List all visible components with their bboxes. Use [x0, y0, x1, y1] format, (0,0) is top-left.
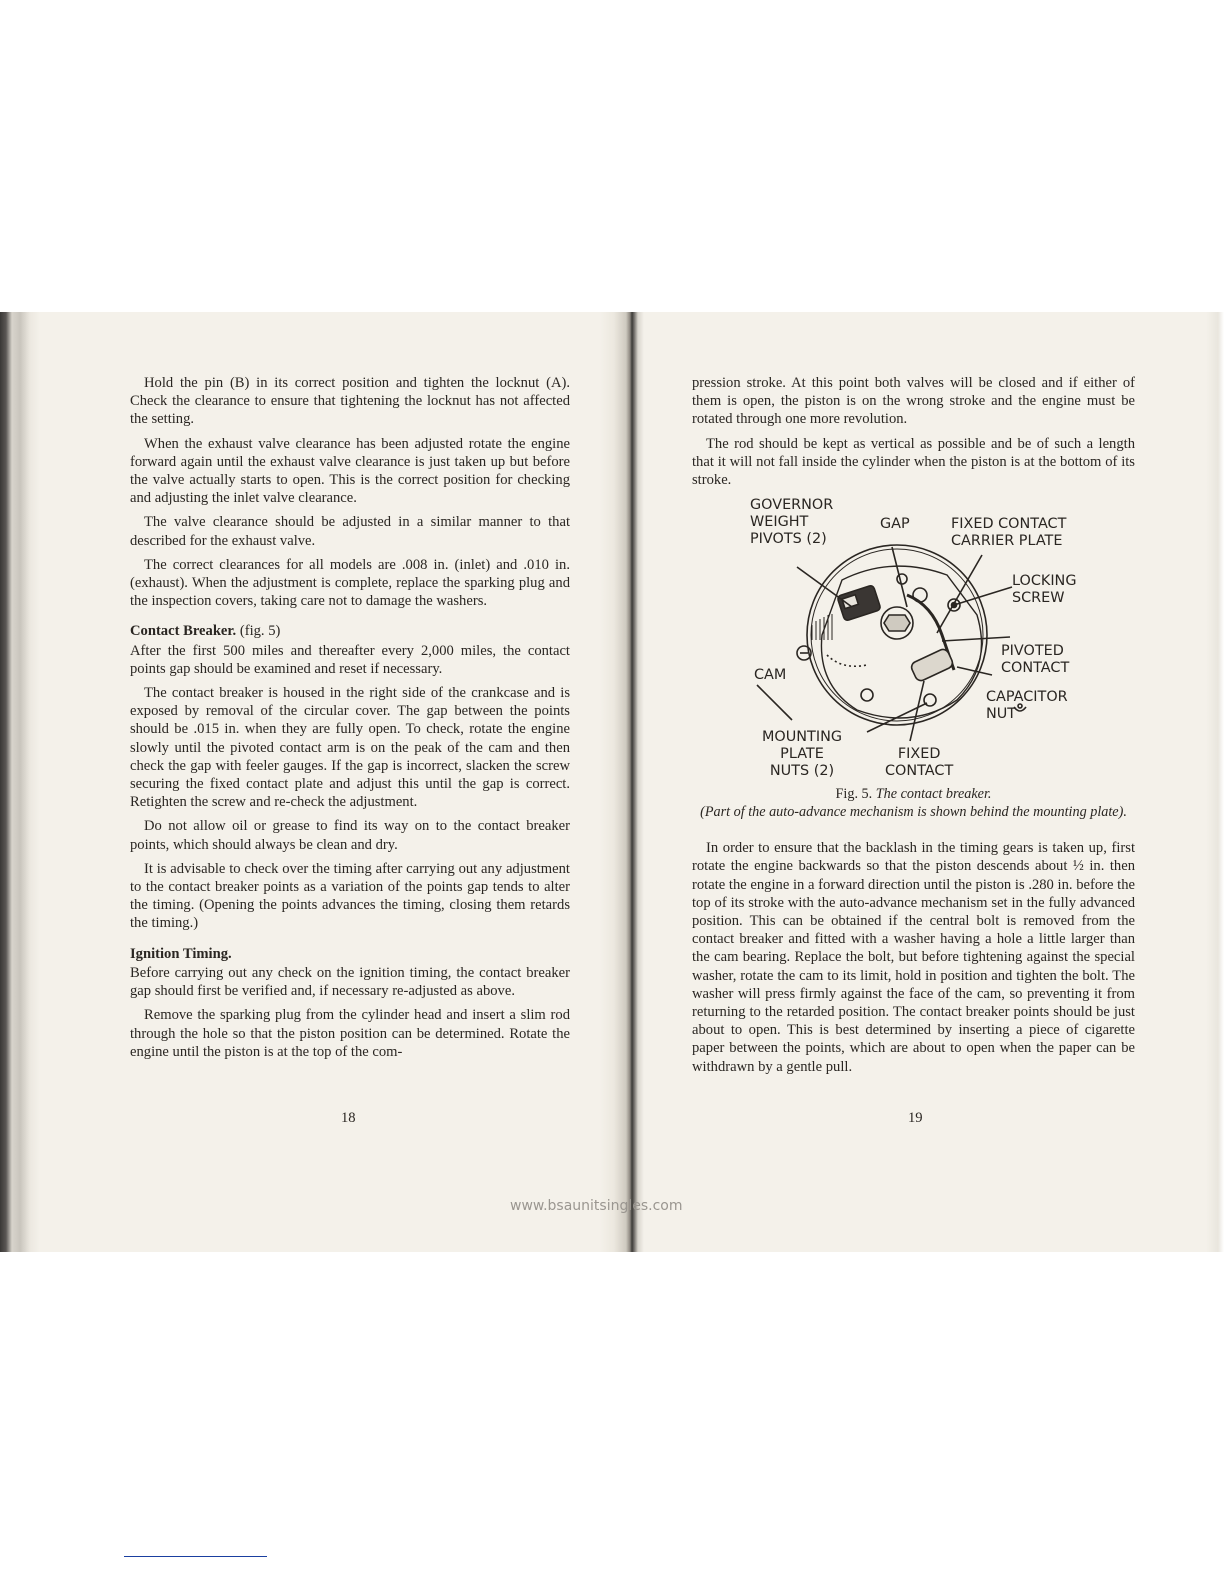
caption-title: The contact breaker. [875, 786, 992, 803]
paragraph: The valve clearance should be adjusted in a similar manner to that described for the exhaust valve. [130, 514, 570, 549]
page-number-right: 19 [908, 1110, 923, 1126]
book-spread [0, 312, 1224, 1252]
figure-caption [692, 785, 1135, 821]
paragraph: After the first 500 miles and thereafter every 2,000 miles, the contact points gap should be examined and reset if necessary. [130, 642, 570, 677]
label-mounting-plate-nuts: MOUNTING PLATE NUTS (2) [762, 729, 842, 780]
paragraph: Do not allow oil or grease to find its way on to the contact breaker points, which should always be clean and dry. [130, 818, 570, 853]
label-cam: CAM [754, 667, 787, 684]
left-binding-edge [0, 312, 40, 1252]
label-governor-weight-pivots: GOVERNOR WEIGHT PIVOTS (2) [750, 497, 834, 548]
label-locking-screw: LOCKING SCREW [1012, 573, 1077, 607]
section-heading-ignition-timing: Ignition Timing. [130, 945, 232, 962]
label-pivoted-contact: PIVOTED CONTACT [1001, 643, 1070, 677]
heading-text: Contact Breaker. [130, 623, 237, 640]
paragraph: It is advisable to check over the timing after carrying out any adjustment to the contact breaker points as a variation of the points gap tends to alter the timing. (Opening the points advances the timing, closing them retards the timing.) [130, 860, 570, 932]
section-heading-contact-breaker [130, 622, 570, 640]
watermark-url: www.bsaunitsingles.com [510, 1198, 683, 1214]
contact-breaker-figure [692, 495, 1135, 785]
paragraph: When the exhaust valve clearance has been adjusted rotate the engine forward again until the exhaust valve clearance is just taken up but before the valve actually starts to open. This is the correct position for checking and adjusting the inlet valve clearance. [130, 435, 570, 507]
bottom-rule [124, 1556, 267, 1557]
paragraph: In order to ensure that the backlash in the timing gears is taken up, first rotate the engine backwards so that the piston descends about ½ in. then rotate the engine in a forward direction until the piston is .280 in. before the top of its stroke with the auto-advance mechanism set in the fully advanced position. This can be obtained if the central bolt is removed from the contact breaker and fitted with a washer having a hole a little larger than the cam bearing. Replace the bolt, but before tightening against the special washer, rotate the cam to its limit, hold in position and tighten the bolt. The washer will press firmly against the face of the cam, so preventing it from returning to the retarded position. The contact breaker points should be just about to open. This is best determined by inserting a piece of cigarette paper between the points, which are about to open when the paper can be withdrawn by a gentle pull. [692, 840, 1135, 1075]
paragraph: The contact breaker is housed in the right side of the crankcase and is exposed by removal of the circular cover. The gap between the points should be .015 in. when they are fully open. To check, rotate the engine slowly until the pivoted contact arm is on the peak of the cam and then check the gap with feeler gauges. If the gap is incorrect, slacken the screw securing the fixed contact plate and adjust this until the gap is correct. Retighten the screw and re-check the adjustment. [130, 685, 570, 811]
paragraph: pression stroke. At this point both valves will be closed and if either of them is open, the piston is on the wrong stroke and the engine must be rotated through one more revolution. [692, 375, 1135, 428]
paragraph: Remove the sparking plug from the cylinder head and insert a slim rod through the hole so that the piston position can be determined. Rotate the engine until the piston is at the top of the com- [130, 1007, 570, 1060]
center-gutter [600, 312, 644, 1252]
right-page-edge [1206, 312, 1224, 1252]
right-page [692, 374, 1135, 1082]
label-fixed-contact: FIXED CONTACT [885, 746, 954, 780]
paragraph: Before carrying out any check on the ignition timing, the contact breaker gap should first be verified and, if necessary re-adjusted as above. [130, 964, 570, 1000]
paragraph: The rod should be kept as vertical as possible and be of such a length that it will not fall inside the cylinder when the piston is at the bottom of its stroke. [692, 435, 1135, 489]
label-fixed-contact-carrier-plate: FIXED CONTACT CARRIER PLATE [951, 516, 1067, 550]
paragraph: The correct clearances for all models are .008 in. (inlet) and .010 in. (exhaust). When the adjustment is complete, replace the sparking plug and the inspection covers, taking care not to damage the washers. [130, 556, 570, 610]
caption-note: (Part of the auto-advance mechanism is shown behind the mounting plate). [700, 804, 1127, 821]
label-capacitor-nut: CAPACITOR NUT [986, 689, 1068, 723]
caption-number: Fig. 5. [835, 786, 873, 803]
left-page [130, 374, 570, 1067]
page-number-left: 18 [341, 1110, 356, 1126]
label-gap: GAP [880, 516, 910, 533]
paragraph: Hold the pin (B) in its correct position and tighten the locknut (A). Check the clearance to ensure that tightening the locknut has not affected the setting. [130, 375, 570, 428]
figure-reference: (fig. 5) [239, 623, 281, 640]
